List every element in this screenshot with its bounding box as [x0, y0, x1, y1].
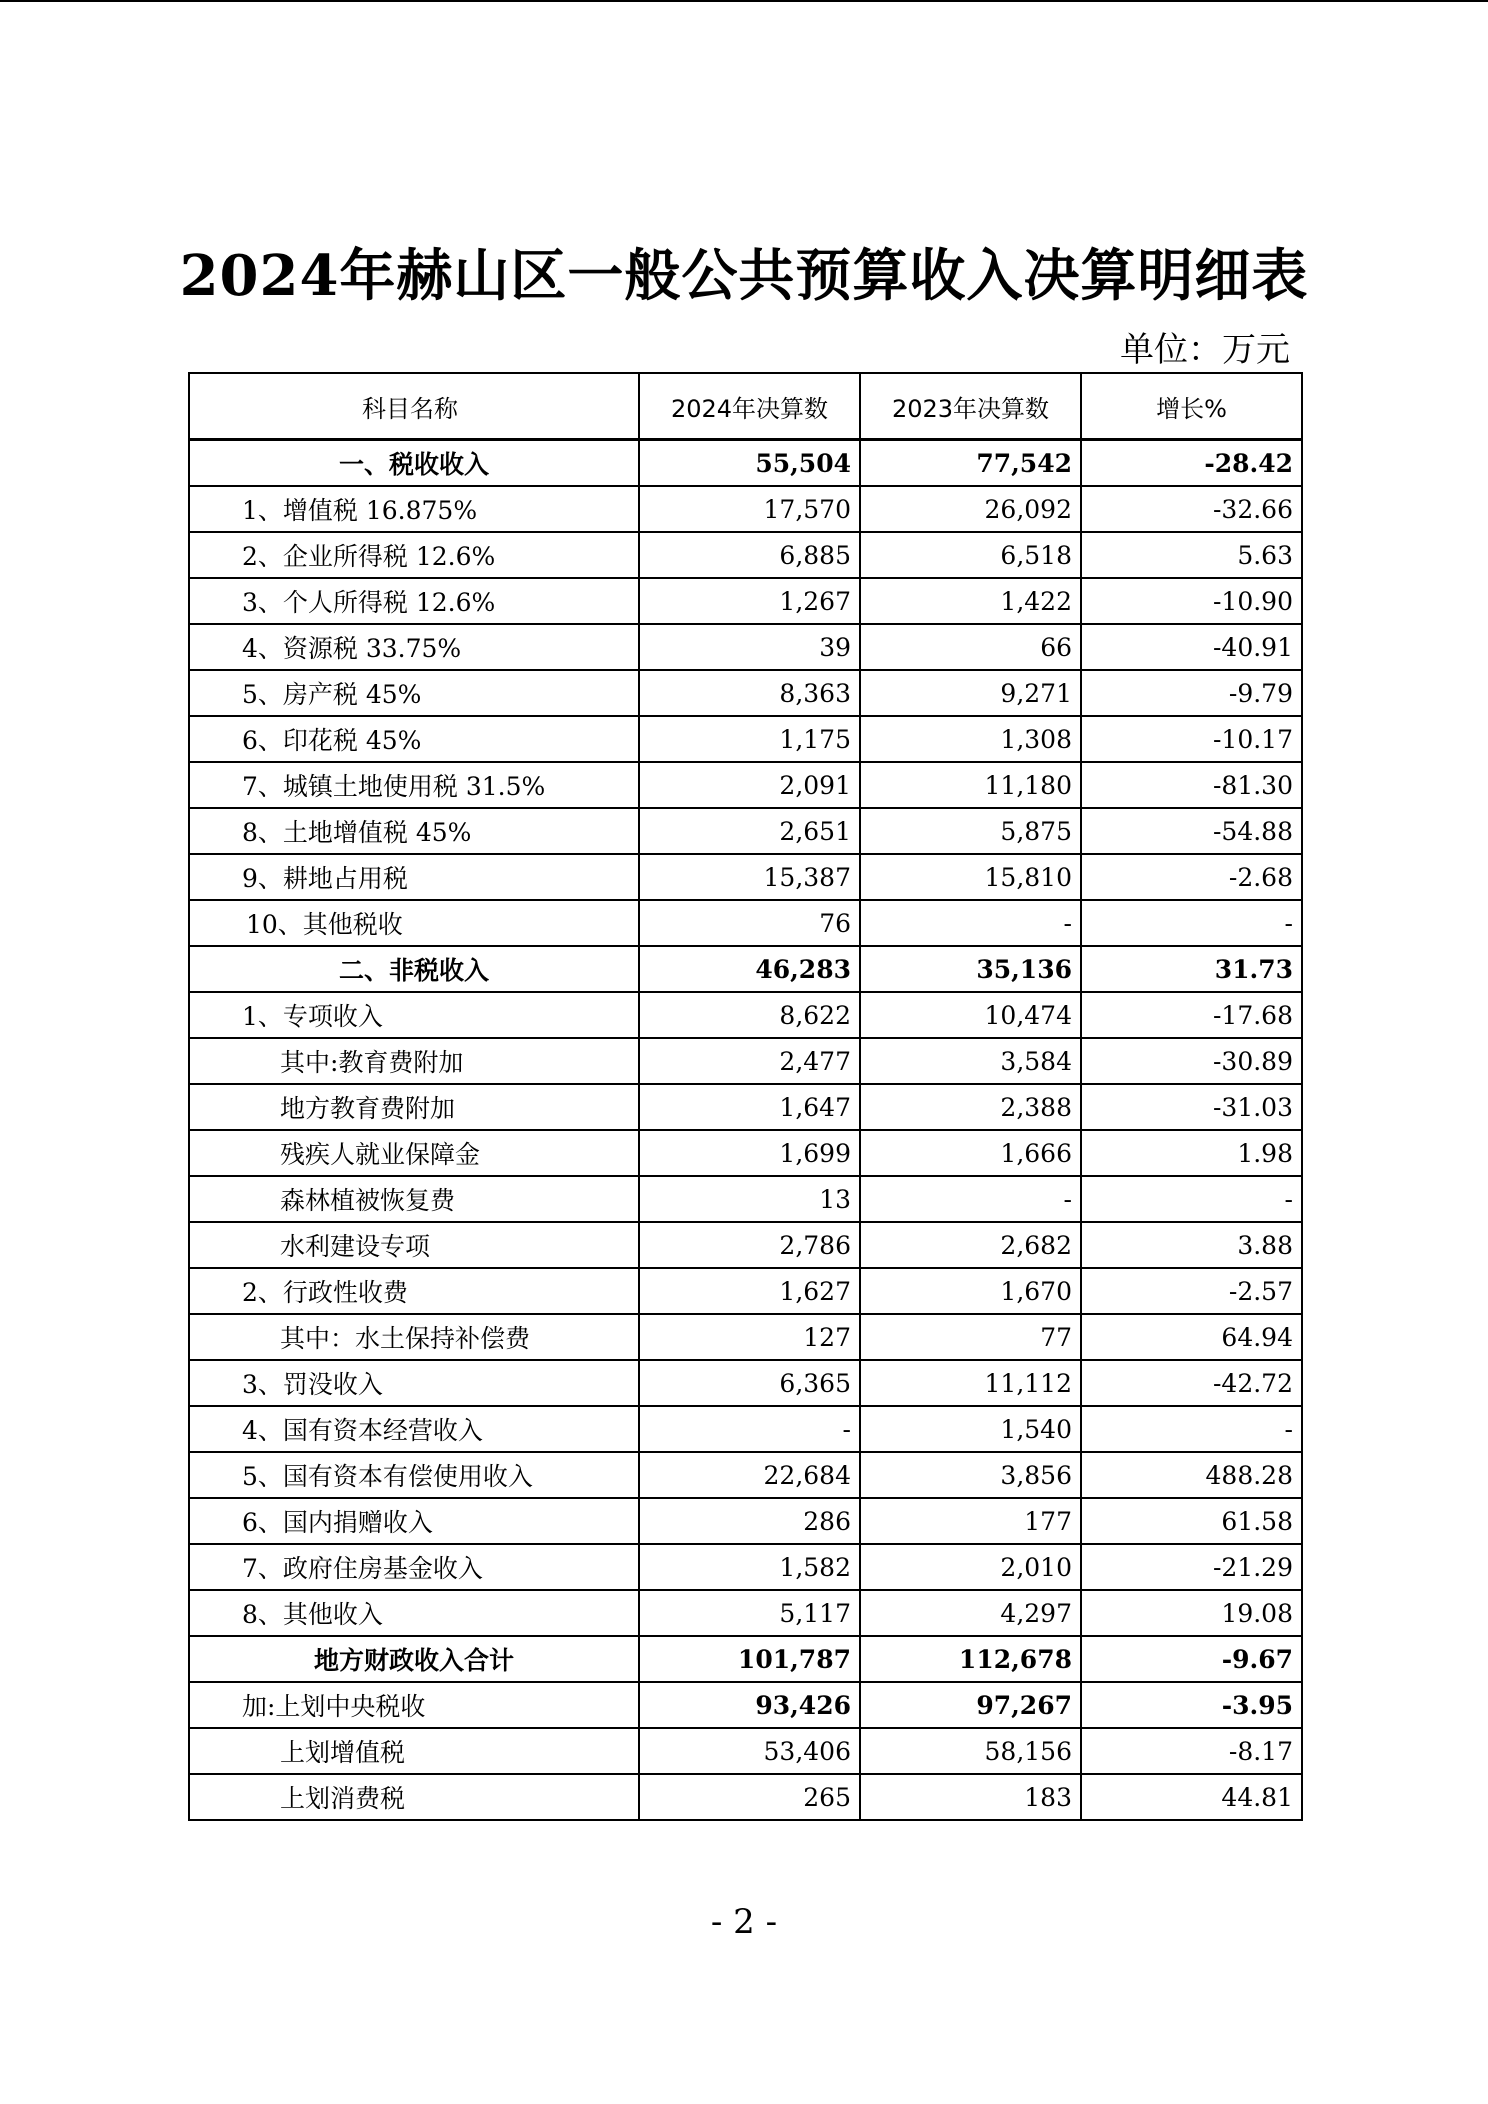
table-row: [189, 670, 1302, 716]
table-row: [189, 1130, 1302, 1176]
table-row: [189, 716, 1302, 762]
row-growth-value: 19.08: [1081, 1590, 1302, 1636]
row-growth-value: -30.89: [1081, 1038, 1302, 1084]
row-growth-value: -2.68: [1081, 854, 1302, 900]
row-2024-value: 6,885: [639, 532, 860, 578]
row-subject-name: 6、国内捐赠收入: [189, 1498, 639, 1544]
row-subject-name: 地方教育费附加: [189, 1084, 639, 1130]
row-2024-value: 1,647: [639, 1084, 860, 1130]
row-2023-value: 77,542: [860, 440, 1081, 487]
row-2024-value: 2,651: [639, 808, 860, 854]
table-row: [189, 624, 1302, 670]
row-subject-name: 4、资源税 33.75%: [189, 624, 639, 670]
row-growth-value: -8.17: [1081, 1728, 1302, 1774]
row-2024-value: 5,117: [639, 1590, 860, 1636]
row-subject-name: 一、税收收入: [189, 440, 639, 487]
row-2023-value: 11,180: [860, 762, 1081, 808]
table-row: [189, 900, 1302, 946]
row-subject-name: 森林植被恢复费: [189, 1176, 639, 1222]
row-2023-value: -: [860, 900, 1081, 946]
row-2024-value: 1,627: [639, 1268, 860, 1314]
row-subject-name: 其中:教育费附加: [189, 1038, 639, 1084]
table-row: [189, 1176, 1302, 1222]
row-growth-value: 44.81: [1081, 1774, 1302, 1820]
header-2023-final: 2023年决算数: [860, 373, 1081, 440]
page-title: 2024年赫山区一般公共预算收入决算明细表: [179, 243, 1309, 309]
row-2024-value: 1,267: [639, 578, 860, 624]
row-2024-value: 8,363: [639, 670, 860, 716]
row-subject-name: 二、非税收入: [189, 946, 639, 992]
row-2023-value: 1,540: [860, 1406, 1081, 1452]
table-row: [189, 1222, 1302, 1268]
row-2024-value: 101,787: [639, 1636, 860, 1682]
row-2023-value: 66: [860, 624, 1081, 670]
row-subject-name: 水利建设专项: [189, 1222, 639, 1268]
row-subject-name: 5、房产税 45%: [189, 670, 639, 716]
row-2023-value: 2,388: [860, 1084, 1081, 1130]
table-row: [189, 992, 1302, 1038]
row-subject-name: 6、印花税 45%: [189, 716, 639, 762]
row-subject-name: 上划增值税: [189, 1728, 639, 1774]
row-2024-value: 17,570: [639, 486, 860, 532]
table-row: [189, 1268, 1302, 1314]
row-subject-name: 加:上划中央税收: [189, 1682, 639, 1728]
row-2023-value: 3,584: [860, 1038, 1081, 1084]
header-subject-name: 科目名称: [189, 373, 639, 440]
row-2024-value: 286: [639, 1498, 860, 1544]
row-growth-value: 3.88: [1081, 1222, 1302, 1268]
table-row: [189, 532, 1302, 578]
row-growth-value: -31.03: [1081, 1084, 1302, 1130]
row-2023-value: -: [860, 1176, 1081, 1222]
row-2023-value: 10,474: [860, 992, 1081, 1038]
table-row: [189, 1314, 1302, 1360]
table-row: [189, 1498, 1302, 1544]
row-growth-value: -3.95: [1081, 1682, 1302, 1728]
row-2024-value: 55,504: [639, 440, 860, 487]
row-growth-value: -10.17: [1081, 716, 1302, 762]
row-2024-value: 53,406: [639, 1728, 860, 1774]
row-2024-value: 8,622: [639, 992, 860, 1038]
row-2024-value: 39: [639, 624, 860, 670]
row-growth-value: 488.28: [1081, 1452, 1302, 1498]
row-2023-value: 58,156: [860, 1728, 1081, 1774]
row-2024-value: 127: [639, 1314, 860, 1360]
row-2023-value: 35,136: [860, 946, 1081, 992]
row-2023-value: 2,010: [860, 1544, 1081, 1590]
row-subject-name: 3、个人所得税 12.6%: [189, 578, 639, 624]
row-growth-value: -17.68: [1081, 992, 1302, 1038]
row-2024-value: 2,091: [639, 762, 860, 808]
table-row: [189, 486, 1302, 532]
row-growth-value: -21.29: [1081, 1544, 1302, 1590]
row-2023-value: 1,308: [860, 716, 1081, 762]
unit-label: 单位：万元: [1120, 330, 1290, 370]
row-subject-name: 5、国有资本有偿使用收入: [189, 1452, 639, 1498]
row-2024-value: 13: [639, 1176, 860, 1222]
table-row: [189, 946, 1302, 992]
row-2023-value: 4,297: [860, 1590, 1081, 1636]
row-growth-value: -54.88: [1081, 808, 1302, 854]
row-2023-value: 15,810: [860, 854, 1081, 900]
row-2023-value: 1,422: [860, 578, 1081, 624]
row-growth-value: 31.73: [1081, 946, 1302, 992]
row-2024-value: 15,387: [639, 854, 860, 900]
row-subject-name: 8、土地增值税 45%: [189, 808, 639, 854]
row-2024-value: 265: [639, 1774, 860, 1820]
row-subject-name: 7、城镇土地使用税 31.5%: [189, 762, 639, 808]
row-subject-name: 3、罚没收入: [189, 1360, 639, 1406]
table-row: [189, 854, 1302, 900]
row-2024-value: 2,786: [639, 1222, 860, 1268]
table-row: [189, 1406, 1302, 1452]
row-growth-value: -9.67: [1081, 1636, 1302, 1682]
table-row: [189, 1038, 1302, 1084]
table-row: [189, 578, 1302, 624]
row-2024-value: 2,477: [639, 1038, 860, 1084]
row-subject-name: 10、其他税收: [189, 900, 639, 946]
row-2023-value: 183: [860, 1774, 1081, 1820]
row-2023-value: 9,271: [860, 670, 1081, 716]
row-growth-value: -81.30: [1081, 762, 1302, 808]
row-2023-value: 77: [860, 1314, 1081, 1360]
row-growth-value: 1.98: [1081, 1130, 1302, 1176]
table-row: [189, 1452, 1302, 1498]
table-row: [189, 1084, 1302, 1130]
row-subject-name: 1、专项收入: [189, 992, 639, 1038]
revenue-table: [188, 372, 1303, 1821]
header-2024-final: 2024年决算数: [639, 373, 860, 440]
row-growth-value: -28.42: [1081, 440, 1302, 487]
row-growth-value: -2.57: [1081, 1268, 1302, 1314]
row-2023-value: 5,875: [860, 808, 1081, 854]
row-subject-name: 8、其他收入: [189, 1590, 639, 1636]
row-growth-value: -10.90: [1081, 578, 1302, 624]
row-subject-name: 其中：水土保持补偿费: [189, 1314, 639, 1360]
row-2024-value: 6,365: [639, 1360, 860, 1406]
row-2023-value: 2,682: [860, 1222, 1081, 1268]
table-header-row: [189, 373, 1302, 440]
row-growth-value: -42.72: [1081, 1360, 1302, 1406]
row-2024-value: 46,283: [639, 946, 860, 992]
row-subject-name: 1、增值税 16.875%: [189, 486, 639, 532]
row-2024-value: 93,426: [639, 1682, 860, 1728]
table-row: [189, 1590, 1302, 1636]
row-subject-name: 地方财政收入合计: [189, 1636, 639, 1682]
row-2024-value: 1,699: [639, 1130, 860, 1176]
row-2023-value: 6,518: [860, 532, 1081, 578]
row-subject-name: 残疾人就业保障金: [189, 1130, 639, 1176]
row-growth-value: -: [1081, 900, 1302, 946]
table-row: [189, 808, 1302, 854]
row-2023-value: 11,112: [860, 1360, 1081, 1406]
row-growth-value: 5.63: [1081, 532, 1302, 578]
header-growth: 增长%: [1081, 373, 1302, 440]
row-growth-value: -32.66: [1081, 486, 1302, 532]
row-subject-name: 2、行政性收费: [189, 1268, 639, 1314]
row-growth-value: -40.91: [1081, 624, 1302, 670]
table-row: [189, 762, 1302, 808]
row-subject-name: 2、企业所得税 12.6%: [189, 532, 639, 578]
table-row: [189, 1360, 1302, 1406]
table-row: [189, 1544, 1302, 1590]
row-2024-value: 76: [639, 900, 860, 946]
row-subject-name: 上划消费税: [189, 1774, 639, 1820]
row-growth-value: -: [1081, 1176, 1302, 1222]
table-row: [189, 1682, 1302, 1728]
row-2023-value: 1,666: [860, 1130, 1081, 1176]
table-row: [189, 1636, 1302, 1682]
row-growth-value: 61.58: [1081, 1498, 1302, 1544]
table-row: [189, 1728, 1302, 1774]
row-growth-value: -9.79: [1081, 670, 1302, 716]
row-2023-value: 97,267: [860, 1682, 1081, 1728]
page-number: - 2 -: [710, 1902, 778, 1942]
row-2023-value: 1,670: [860, 1268, 1081, 1314]
table-row: [189, 440, 1302, 487]
table-row: [189, 1774, 1302, 1820]
table-body: [189, 440, 1302, 1821]
row-2023-value: 112,678: [860, 1636, 1081, 1682]
row-subject-name: 7、政府住房基金收入: [189, 1544, 639, 1590]
row-2024-value: -: [639, 1406, 860, 1452]
top-border-line: [0, 0, 1488, 2]
row-subject-name: 9、耕地占用税: [189, 854, 639, 900]
row-2023-value: 3,856: [860, 1452, 1081, 1498]
row-2024-value: 1,175: [639, 716, 860, 762]
row-growth-value: 64.94: [1081, 1314, 1302, 1360]
row-subject-name: 4、国有资本经营收入: [189, 1406, 639, 1452]
row-2023-value: 26,092: [860, 486, 1081, 532]
row-2023-value: 177: [860, 1498, 1081, 1544]
row-growth-value: -: [1081, 1406, 1302, 1452]
row-2024-value: 22,684: [639, 1452, 860, 1498]
row-2024-value: 1,582: [639, 1544, 860, 1590]
